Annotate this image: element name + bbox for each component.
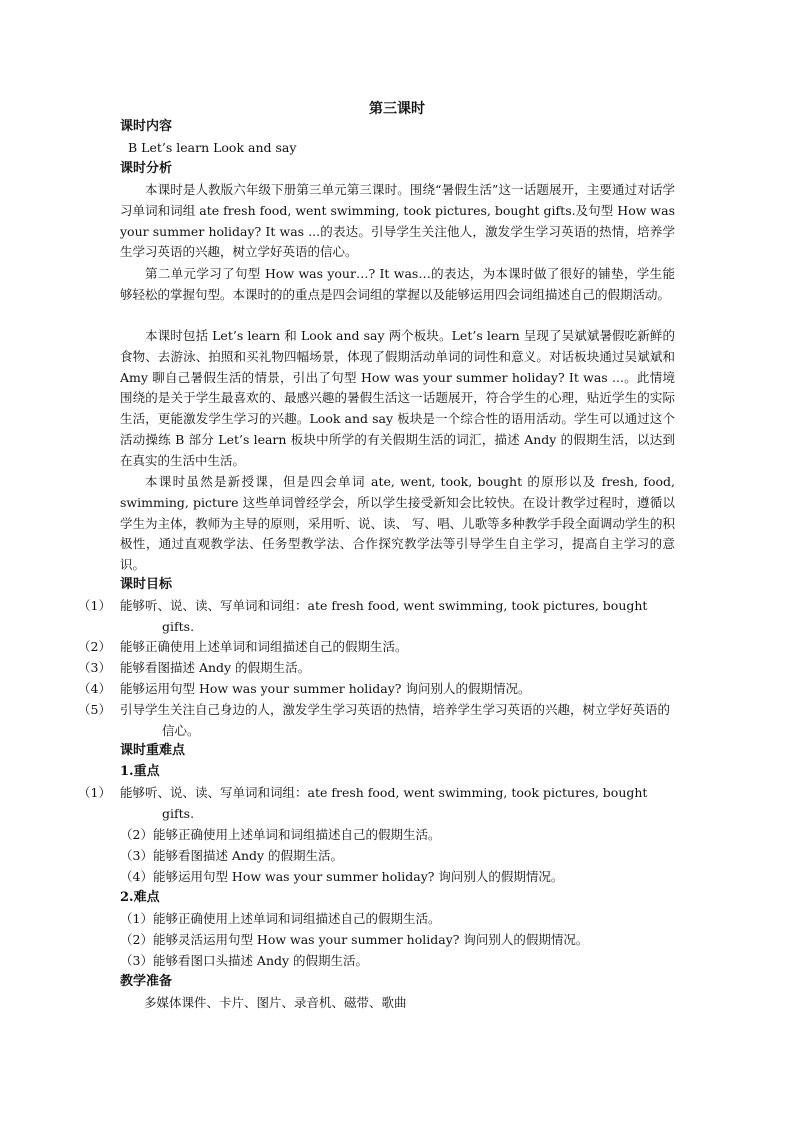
goal-item: （2） 能够正确使用上述单词和词组描述自己的假期生活。 [78,639,408,654]
key-point-item: （3）能够看图描述 Andy 的假期生活。 [120,848,344,863]
key-point-item: （4）能够运用句型 How was your summer holiday? 询问别人的假期情况。 [120,869,564,884]
page-title: 第三课时 [369,101,425,117]
goal-item: （5） 引导学生关注自己身边的人，激发学生学习英语的热情，培养学生学习英语的兴趣，树立学好英语的信心。 [78,702,671,738]
content-text: B Let’s learn Look and say [128,140,297,155]
key-point-item: （1） 能够听、说、读、写单词和词组：ate fresh food, went swimming, took pictures, bought gifts. [78,785,648,821]
goal-item: （1） 能够听、说、读、写单词和词组：ate fresh food, went swimming, took pictures, bought gifts. [78,598,648,634]
section-heading-analysis: 课时分析 [120,161,173,176]
difficult-points-heading: 2.难点 [120,890,160,905]
section-heading-goals: 课时目标 [120,577,173,592]
goal-item: （3） 能够看图描述 Andy 的假期生活。 [78,660,311,675]
section-heading-prep: 教学准备 [120,974,173,989]
section-heading-content: 课时内容 [120,119,173,134]
key-points-heading: 1.重点 [120,764,160,779]
analysis-paragraph: 本课时是人教版六年级下册第三单元第三课时。围绕“暑假生活”这一话题展开，主要通过对话学习单词和词组 ate fresh food, went swimming, took pictures, bought gifts.及句型 How was your summer holiday? It was ...的表达。引导学生关注他人，激发学生学习英语的热情，培养学生学习英语的兴趣，树立学好英语的信心。 [120,182,675,260]
goal-item: （4） 能够运用句型 How was your summer holiday? 询问别人的假期情况。 [78,681,531,696]
analysis-paragraph: 本课时虽然是新授课，但是四会单词 ate, went, took, bought 的原形以及 fresh, food, swimming, picture 这些单词曾经学会，所以学生接受新知会比较快。在设计教学过程时，遵循以学生为主体，教师为主导的原则，采用听、说、读、 写、唱、儿歌等多种教学手段全面调动学生的积极性，通过直观教学法、任务型教学法、合作探究教学法等引导学生自主学习，提高自主学习的意识。 [120,474,675,573]
difficult-point-item: （1）能够正确使用上述单词和词组描述自己的假期生活。 [120,911,441,926]
prep-text: 多媒体课件、卡片、图片、录音机、磁带、歌曲 [144,995,407,1010]
difficult-point-item: （2）能够灵活运用句型 How was your summer holiday? 询问别人的假期情况。 [120,932,589,947]
analysis-paragraph: 第二单元学习了句型 How was your…? It was…的表达，为本课时做了很好的铺垫，学生能够轻松的掌握句型。本课时的的重点是四会词组的掌握以及能够运用四会词组描述自己的假期活动。 [120,266,675,302]
analysis-paragraph: 本课时包括 Let’s learn 和 Look and say 两个板块。Let’s learn 呈现了吴斌斌暑假吃新鲜的食物、去游泳、拍照和买礼物四幅场景，体现了假期活动单词的词性和意义。对话板块通过吴斌斌和 Amy 聊自己暑假生活的情景，引出了句型 How was your summer holiday? It was ...。此情境围绕的是关于学生最喜欢的、最感兴趣的暑假生活这一话题展开，符合学生的心理，贴近学生的实际生活，更能激发学生学习的兴趣。Look and say 板块是一个综合性的语用活动。学生可以通过这个活动操练 B 部分 Let’s learn 板块中所学的有关假期生活的词汇，描述 Andy 的假期生活，以达到在真实的生活中生活。 [120,328,675,468]
section-heading-key-difficult: 课时重难点 [120,743,186,758]
key-point-item: （2）能够正确使用上述单词和词组描述自己的假期生活。 [120,827,441,842]
difficult-point-item: （3）能够看图口头描述 Andy 的假期生活。 [120,953,369,968]
